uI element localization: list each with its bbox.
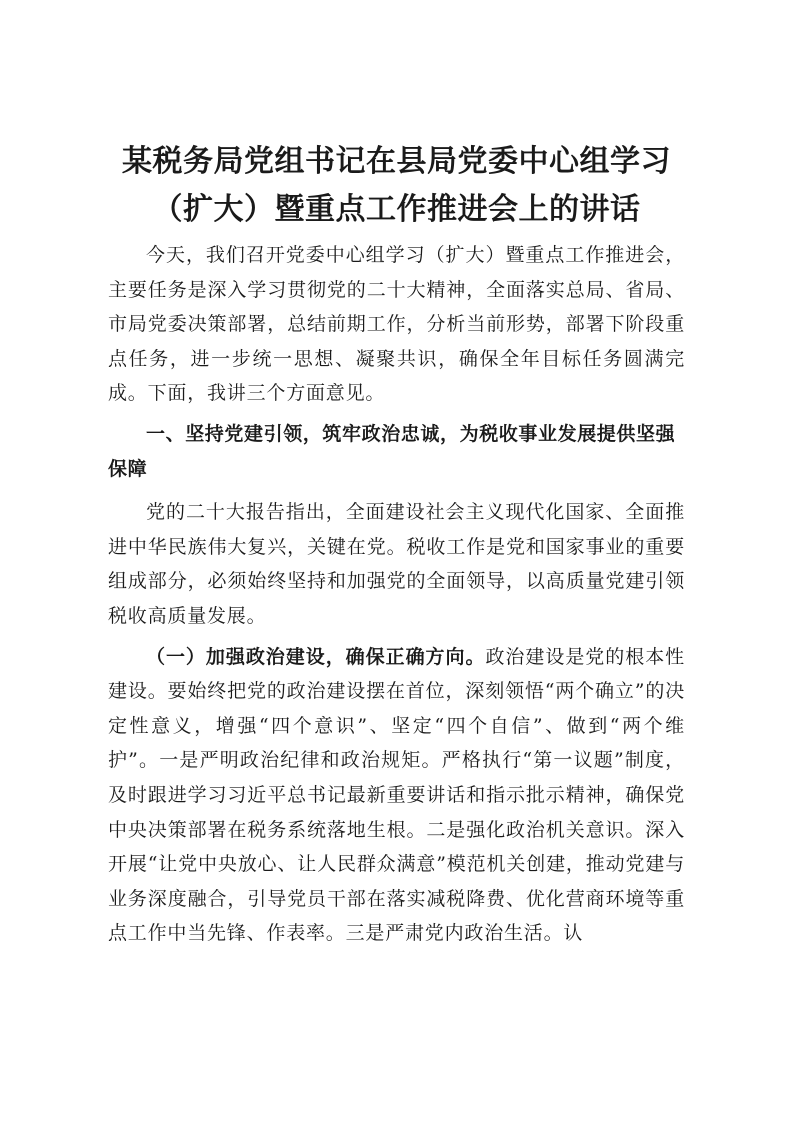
subsection-1-body: 政治建设是党的根本性建设。要始终把党的政治建设摆在首位，深刻领悟“两个确立”的决定性意义，增强“四个意识”、坚定“四个自信”、做到“两个维护”。一是严明政治纪律和政治规矩。严格执行“第一议题”制度，及时跟进学习习近平总书记最新重要讲话和指示批示精神，确保党中央决策部署在税务系统落地生根。二是强化政治机关意识。深入开展“让党中央放心、让人民群众满意”模范机关创建，推动党建与业务深度融合，引导党员干部在落实减税降费、优化营商环境等重点工作中当先锋、作表率。三是严肃党内政治生活。认 — [108, 645, 685, 945]
subsection-1-paragraph — [108, 640, 685, 951]
intro-paragraph: 今天，我们召开党委中心组学习（扩大）暨重点工作推进会，主要任务是深入学习贯彻党的二十大精神，全面落实总局、省局、市局党委决策部署，总结前期工作，分析当前形势，部署下阶段重点任务，进一步统一思想、凝聚共识，确保全年目标任务圆满完成。下面，我讲三个方面意见。 — [108, 244, 685, 405]
document-title: 某税务局党组书记在县局党委中心组学习（扩大）暨重点工作推进会上的讲话 — [122, 144, 671, 227]
subsection-1-lead: （一）加强政治建设，确保正确方向。 — [146, 645, 486, 668]
section-heading-1: 一、坚持党建引领，筑牢政治忠诚，为税收事业发展提供坚强保障 — [108, 422, 676, 480]
section-1-paragraph: 党的二十大报告指出，全面建设社会主义现代化国家、全面推进中华民族伟大复兴，关键在党。税收工作是党和国家事业的重要组成部分，必须始终坚持和加强党的全面领导，以高质量党建引领税收高质量发展。 — [108, 501, 685, 627]
